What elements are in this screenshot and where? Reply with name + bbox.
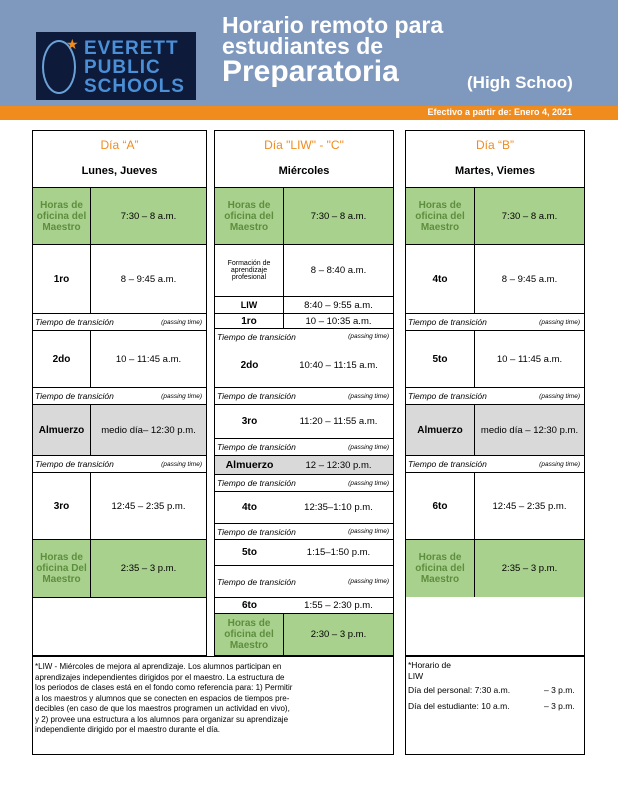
period-label: Horas de oficina Del Maestro (33, 540, 91, 597)
schedule-row (215, 404, 393, 438)
liw-schedule (408, 660, 584, 712)
passing-label: Tiempo de transición (217, 526, 296, 537)
passing-note: (passing time) (348, 578, 389, 585)
schedule-row (406, 244, 584, 313)
passing-label: Tiempo de transición (217, 331, 296, 342)
schedule-row (406, 472, 584, 539)
schedule-row (33, 187, 206, 244)
passing-note: (passing time) (539, 392, 580, 400)
period-label: 5to (406, 331, 475, 387)
day-a-days: Lunes, Jueves (81, 165, 158, 177)
schedule-row (215, 539, 393, 565)
column-day-liw (214, 130, 394, 656)
star-icon: ★ (66, 36, 79, 52)
passing-label: Tiempo de transición (217, 478, 296, 488)
liw-note-line: los periodos de clases está en el fondo como referencia para: 1) Permitir (35, 683, 293, 692)
passing-time-row (406, 455, 584, 472)
period-label: 3ro (33, 473, 91, 539)
passing-note: (passing time) (161, 318, 202, 326)
period-label: 1ro (33, 245, 91, 313)
period-label: LIW (215, 297, 284, 313)
empty-row (33, 597, 206, 655)
day-a-label: Día “A” (100, 138, 139, 152)
period-label: Almuerzo (225, 459, 274, 471)
passing-time-row (215, 328, 393, 344)
schedule-row (215, 455, 393, 474)
period-time: 8:40 – 9:55 a.m. (304, 299, 373, 311)
liw-note-line: decibles (en caso de que los maestros programen un actividad en vivo), (35, 704, 290, 713)
passing-time-row (33, 387, 206, 404)
passing-note: (passing time) (348, 479, 389, 487)
passing-label: Tiempo de transición (217, 391, 296, 401)
period-label: Horas de oficina del Maestro (215, 188, 284, 244)
passing-label: Tiempo de transición (408, 317, 487, 327)
passing-note: (passing time) (348, 443, 389, 451)
period-time: 7:30 – 8 a.m. (501, 210, 558, 222)
passing-time-row (406, 387, 584, 404)
period-time: 8 – 8:40 a.m. (310, 265, 367, 276)
period-label: Horas de oficina del Maestro (33, 188, 91, 244)
passing-label: Tiempo de transición (35, 317, 114, 327)
period-label: Almuerzo (406, 405, 475, 455)
district-logo (36, 32, 196, 100)
day-liw-days: Miércoles (278, 165, 330, 177)
period-time: 7:30 – 8 a.m. (120, 210, 177, 222)
passing-time-row (215, 474, 393, 491)
passing-label: Tiempo de transición (35, 459, 114, 469)
effective-date: Efectivo a partir de: Enero 4, 2021 (427, 107, 572, 117)
period-label: Formación de aprendizaje profesional (215, 245, 284, 296)
schedule-row (406, 539, 584, 597)
liw-schedule-title: LIW (408, 670, 424, 681)
passing-time-row (33, 455, 206, 472)
passing-time-row (215, 523, 393, 539)
schedule-row (215, 491, 393, 523)
period-time: medio día – 12:30 p.m. (480, 424, 579, 436)
title-line-2: estudiantes de (222, 33, 384, 59)
liw-note-line: *LIW - Miércoles de mejora al aprendizaje. Los alumnos participan en (35, 662, 282, 671)
period-label: Almuerzo (33, 405, 91, 455)
period-time: 11:20 – 11:55 a.m. (299, 416, 378, 427)
schedule-row (406, 330, 584, 387)
period-time: 2:35 – 3 p.m. (120, 563, 177, 574)
passing-time-row (215, 565, 393, 597)
passing-label: Tiempo de transición (408, 391, 487, 401)
passing-label: Tiempo de transición (35, 391, 114, 401)
schedule-row (215, 597, 393, 613)
schedule-row (215, 344, 393, 387)
period-time: 12 – 12:30 p.m. (305, 459, 372, 471)
liw-schedule-title: *Horario de (408, 660, 451, 670)
period-time: medio día– 12:30 p.m. (101, 424, 196, 436)
passing-note: (passing time) (348, 392, 389, 400)
period-label: 2do (240, 360, 259, 371)
schedule-row (33, 404, 206, 455)
period-time: 10 – 11:45 a.m. (115, 353, 182, 365)
period-time: 10:40 – 11:15 a.m. (299, 360, 378, 371)
schedule-row (33, 539, 206, 597)
column-day-b (405, 130, 585, 656)
period-label: Horas de oficina del Maestro (406, 188, 475, 244)
student-day-end: – 3 p.m. (544, 701, 575, 711)
day-b-days: Martes, Viemes (455, 165, 535, 177)
period-time: 8 – 9:45 a.m. (120, 273, 177, 285)
schedule-row (215, 313, 393, 328)
period-label: Horas de oficina del Maestro (215, 614, 284, 655)
period-time: 10 – 10:35 a.m. (305, 315, 372, 327)
liw-note (35, 662, 390, 736)
period-time: 1:55 – 2:30 p.m. (304, 600, 373, 611)
schedule-row (33, 330, 206, 387)
logo-text-1: EVERETT (84, 38, 179, 59)
passing-note: (passing time) (348, 333, 389, 340)
period-time: 7:30 – 8 a.m. (310, 210, 367, 222)
period-label: 2do (33, 331, 91, 387)
period-label: Horas de oficina del Maestro (406, 540, 475, 597)
logo-text-2: PUBLIC (84, 57, 161, 78)
passing-label: Tiempo de transición (408, 459, 487, 469)
period-label: 3ro (241, 416, 258, 427)
day-liw-label: Día "LIW" - "C" (264, 138, 344, 152)
logo-text-3: SCHOOLS (84, 76, 185, 97)
title-line-1: Horario remoto para (222, 12, 444, 38)
period-time: 2:30 – 3 p.m. (310, 629, 367, 640)
column-day-a (32, 130, 207, 656)
passing-label: Tiempo de transición (217, 576, 296, 587)
staff-day-label: Día del personal: 7:30 a.m. (408, 685, 511, 695)
day-b-label: Día “B” (475, 138, 514, 152)
passing-label: Tiempo de transición (217, 442, 296, 452)
passing-note: (passing time) (348, 528, 389, 535)
passing-note: (passing time) (539, 318, 580, 326)
passing-note: (passing time) (161, 392, 202, 400)
subtitle: (High Schoo) (467, 73, 573, 92)
passing-time-row (215, 438, 393, 455)
period-time: 10 – 11:45 a.m. (496, 353, 563, 365)
passing-time-row (215, 387, 393, 404)
title-line-3: Preparatoria (222, 55, 399, 88)
passing-time-row (406, 313, 584, 330)
passing-time-row (33, 313, 206, 330)
schedule-row (33, 472, 206, 539)
period-label: 6to (406, 473, 475, 539)
period-label: 5to (242, 547, 257, 558)
schedule-row (215, 296, 393, 313)
period-time: 2:35 – 3 p.m. (501, 563, 558, 574)
schedule-row (215, 187, 393, 244)
liw-note-line: aprendizajes independientes dirigidos por el maestro. La estructura de (35, 672, 285, 682)
period-label: 6to (242, 600, 257, 611)
period-time: 12:35–1:10 p.m. (304, 502, 373, 513)
liw-note-line: y 2) provee una estructura a los alumnos para organizar su aprendizaje (35, 714, 289, 724)
liw-note-line: independiente dirigido por el maestro durante el día. (35, 725, 221, 734)
liw-note-line: a los maestros y alumnos que se conecten en espacios de tiempos pre- (35, 693, 290, 703)
staff-day-end: – 3 p.m. (544, 685, 575, 695)
schedule-row (406, 404, 584, 455)
period-time: 12:45 – 2:35 p.m. (492, 500, 567, 512)
period-time: 12:45 – 2:35 p.m. (111, 500, 186, 512)
passing-note: (passing time) (539, 460, 580, 468)
period-label: 1ro (215, 314, 284, 328)
schedule-row (215, 244, 393, 296)
period-time: 8 – 9:45 a.m. (501, 273, 558, 285)
period-label: 4to (242, 502, 257, 513)
period-time: 1:15–1:50 p.m. (306, 547, 371, 558)
period-label: 4to (406, 245, 475, 313)
schedule-row (215, 613, 393, 655)
schedule-row (406, 187, 584, 244)
passing-note: (passing time) (161, 460, 202, 468)
student-day-label: Día del estudiante: 10 a.m. (408, 701, 510, 711)
schedule-row (33, 244, 206, 313)
